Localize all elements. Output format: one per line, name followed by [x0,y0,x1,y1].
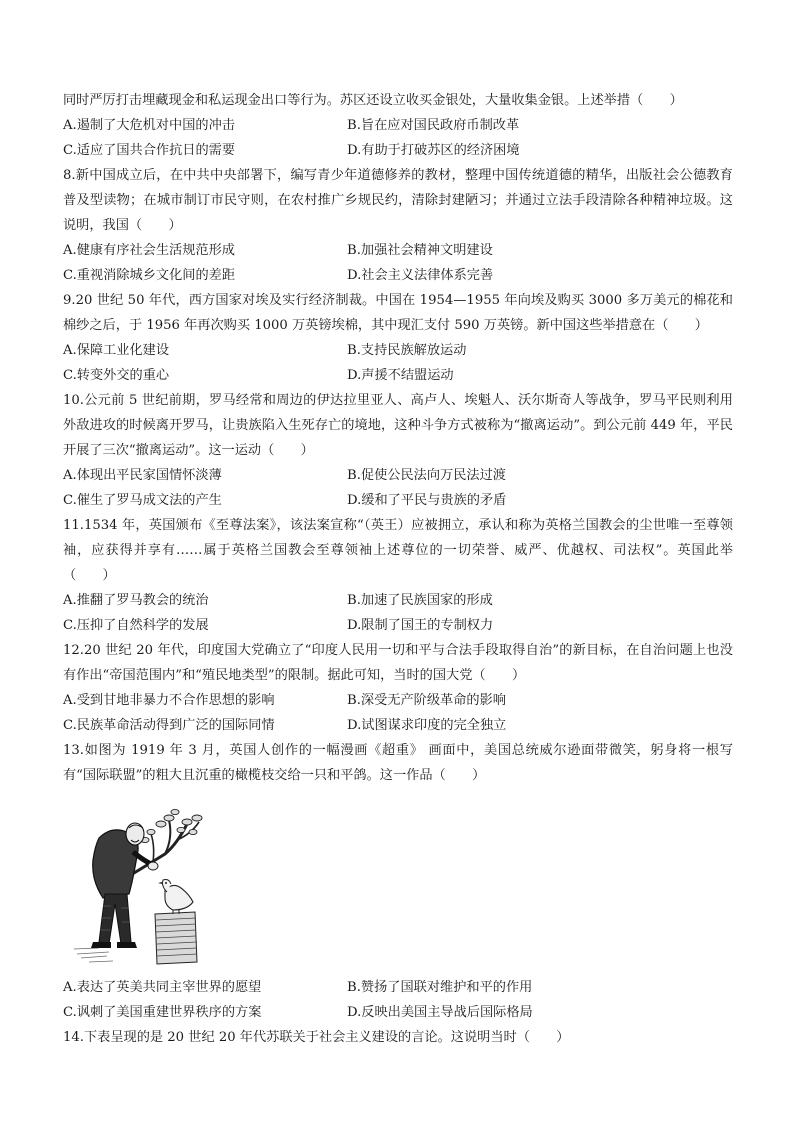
option-a[interactable]: A.健康有序社会生活规范形成 [63,243,235,258]
option-d[interactable]: D.试图谋求印度的完全独立 [347,718,507,733]
paper-stack [155,912,197,964]
dove [158,880,193,915]
question-9-stem: 9.20 世纪 50 年代，西方国家对埃及实行经济制裁。中国在 1954—1955 年向埃及购买 3000 多万美元的棉花和棉纱之后，于 1956 年再次购买 1000 万英镑埃棉，其中现汇支付 590 万英镑。新中国这些举措意在（ ） [63,293,733,333]
option-a[interactable]: A.受到甘地非暴力不合作思想的影响 [63,693,275,708]
option-b[interactable]: B.深受无产阶级革命的影响 [347,693,506,708]
option-a[interactable]: A.表达了英美共同主宰世界的愿望 [63,980,262,995]
option-d[interactable]: D.反映出美国主导战后国际格局 [347,1005,533,1020]
question-13-options [63,975,733,1025]
option-d[interactable]: D.社会主义法律体系完善 [347,268,494,283]
cartoon-illustration [69,794,209,970]
question-14 [63,1025,733,1050]
option-d[interactable]: D.缓和了平民与贵族的矛盾 [347,493,507,508]
option-c[interactable]: C.转变外交的重心 [63,368,170,383]
option-c[interactable]: C.民族革命活动得到广泛的国际同情 [63,718,275,733]
question-10-options [63,463,733,513]
option-c[interactable]: C.重视消除城乡文化间的差距 [63,268,236,283]
question-11-options [63,588,733,638]
option-c[interactable]: C.压抑了自然科学的发展 [63,618,209,633]
question-7 [63,88,733,163]
option-d[interactable]: D.声援不结盟运动 [347,368,454,383]
question-11 [63,513,733,638]
option-d[interactable]: D.有助于打破苏区的经济困境 [347,143,520,158]
option-c[interactable]: C.适应了国共合作抗日的需要 [63,143,236,158]
question-11-stem: 11.1534 年，英国颁布《至尊法案》，该法案宣称“（英王）应被拥立，承认和称为英格兰国教会的尘世唯一至尊领袖，应获得并享有……属于英格兰国教会至尊领袖上述尊位的一切荣誉、威严、优越权、司法权”。英国此举（ ） [63,518,733,583]
option-a[interactable]: A.保障工业化建设 [63,343,170,358]
option-b[interactable]: B.旨在应对国民政府币制改革 [347,118,520,133]
option-a[interactable]: A.推翻了罗马教会的统治 [63,593,209,608]
ground-hatching [74,948,113,962]
question-10 [63,388,733,513]
option-b[interactable]: B.赞扬了国联对维护和平的作用 [347,980,533,995]
question-8 [63,163,733,288]
question-13-stem: 13.如图为 1919 年 3 月，英国人创作的一幅漫画《超重》 画面中，美国总统威尔逊面带微笑，躬身将一根写有“国际联盟”的粗大且沉重的橄榄枝交给一只和平鸽。这一作品（ ） [63,743,733,783]
question-12-options [63,688,733,738]
option-b[interactable]: B.支持民族解放运动 [347,343,467,358]
question-10-stem: 10.公元前 5 世纪前期，罗马经常和周边的伊达拉里亚人、高卢人、埃魁人、沃尔斯奇人等战争，罗马平民则利用外敌进攻的时候离开罗马，让贵族陷入生死存亡的境地，这种斗争方式被称为“撤离运动”。到公元前 449 年，平民开展了三次“撤离运动”。这一运动（ ） [63,393,733,458]
question-13 [63,738,733,1025]
option-b[interactable]: B.促使公民法向万民法过渡 [347,468,506,483]
question-7-options [63,113,733,163]
option-c[interactable]: C.催生了罗马成文法的产生 [63,493,222,508]
option-b[interactable]: B.加强社会精神文明建设 [347,243,493,258]
question-9 [63,288,733,388]
question-9-options [63,338,733,388]
option-b[interactable]: B.加速了民族国家的形成 [347,593,493,608]
exam-page [63,88,733,1050]
cartoon-figure [63,794,733,972]
question-12 [63,638,733,738]
question-8-stem: 8.新中国成立后，在中共中央部署下，编写青少年道德修养的教材，整理中国传统道德的精华，出版社会公德教育普及型读物；在城市制订市民守则，在农村推广乡规民约，清除封建陋习；并通过立法手段清除各种精神垃圾。这说明，我国（ ） [63,168,733,233]
question-7-stem-tail: 同时严厉打击埋藏现金和私运现金出口等行为。苏区还设立收买金银处，大量收集金银。上述举措（ ） [63,93,683,108]
question-8-options [63,238,733,288]
question-12-stem: 12.20 世纪 20 年代，印度国大党确立了“印度人民用一切和平与合法手段取得自治”的新目标，在自治问题上也没有作出“帝国范围内”和“殖民地类型”的限制。据此可知，当时的国大党（ ） [63,643,733,683]
option-c[interactable]: C.讽刺了美国重建世界秩序的方案 [63,1005,262,1020]
option-d[interactable]: D.限制了国王的专制权力 [347,618,494,633]
option-a[interactable]: A.体现出平民家国情怀淡薄 [63,468,222,483]
question-14-stem: 14.下表呈现的是 20 世纪 20 年代苏联关于社会主义建设的言论。这说明当时（ ） [63,1030,570,1045]
option-a[interactable]: A.遏制了大危机对中国的冲击 [63,118,235,133]
